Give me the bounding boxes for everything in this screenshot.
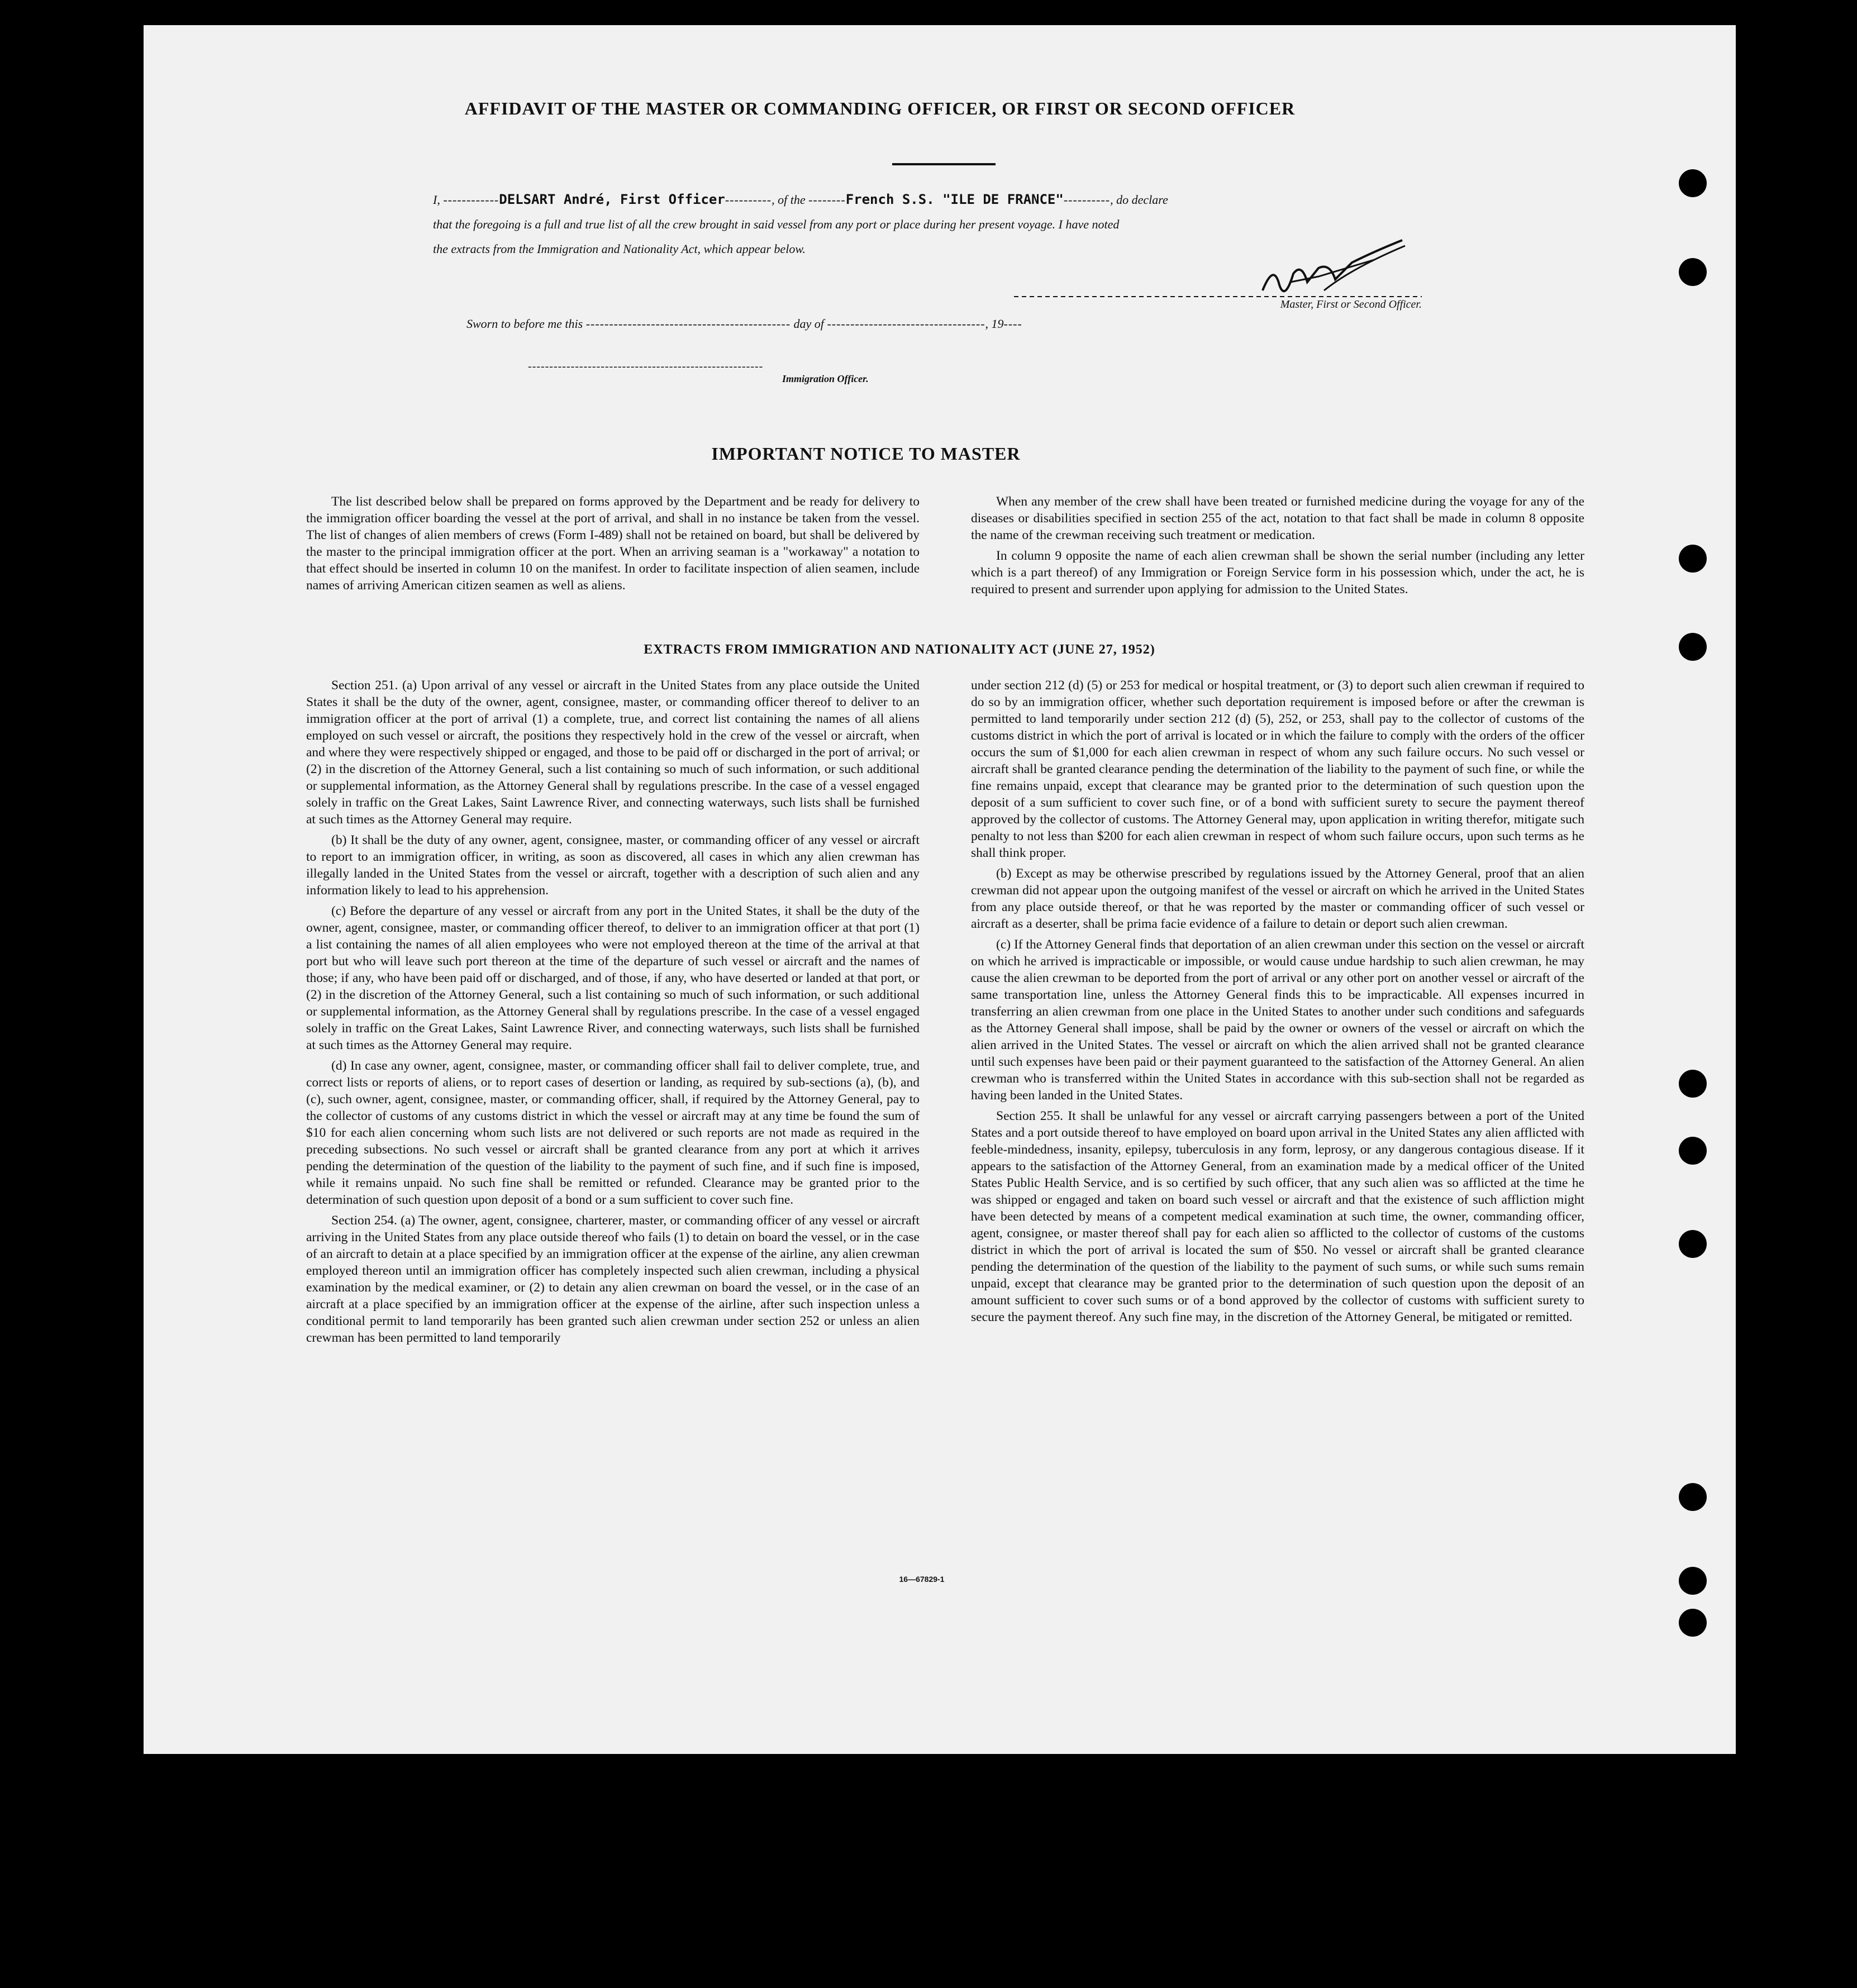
section-251-b: (b) It shall be the duty of any owner, agent, consignee, master, or commanding officer of any vessel or aircraft to report to an immigration officer, in writing, as soon as discovered, all cases in which any alien crewman has illegally landed in the United States from the vessel or aircraft, together with a description of such alien and any information likely to lead to his apprehension. <box>306 833 920 898</box>
sworn-line: Sworn to before me this -------------------------------------------- day of ----------------------------------, 19---- <box>466 317 1022 331</box>
signature-caption: Master, First or Second Officer. <box>1280 298 1422 311</box>
punch-hole <box>1679 1070 1707 1098</box>
punch-hole <box>1679 1137 1707 1165</box>
sworn-text: Sworn to before me this <box>466 317 583 331</box>
notice-right-column <box>971 493 1584 602</box>
handwritten-signature <box>1240 229 1408 307</box>
extracts-left-column <box>306 677 920 1350</box>
do-declare-text: , do declare <box>1110 193 1168 207</box>
notice-left-paragraph: The list described below shall be prepared on forms approved by the Department and be ready for delivery to the immigration officer boarding the vessel at the port of arrival, and shall in no instance be taken from the vessel. The list of changes of alien members of crews (Form I-489) shall not be retained on board, but shall be delivered by the master to the principal immigration officer at the port. When an arriving seaman is a "workaway" a notation to that effect should be inserted in column 10 on the manifest. In order to facilitate inspection of alien seamen, include names of arriving American citizen seamen as well as aliens. <box>306 494 920 593</box>
notice-right-paragraph-1: When any member of the crew shall have been treated or furnished medicine during the voyage for any of the diseases or disabilities specified in section 255 of the act, notation to that fact shall be made in column 8 opposite the name of the crewman receiving such treatment or medication. <box>971 494 1584 542</box>
vessel-name: French S.S. "ILE DE FRANCE" <box>845 192 1064 207</box>
of-the-text: , of the <box>772 193 806 207</box>
declaration-line-2: that the foregoing is a full and true list of all the crew brought in said vessel from any port or place during her present voyage. I have noted <box>433 217 1120 231</box>
notice-right-paragraph-2: In column 9 opposite the name of each alien crewman shall be shown the serial number (including any letter which is a part thereof) of any Immigration or Foreign Service form in his possession which, under the act, he is required to present and surrender upon applying for admission to the United States. <box>971 549 1584 597</box>
declaration-line-1: I, ------------DELSART André, First Officer----------, of the --------French S.S. "ILE DE FRANCE"----------, do declare <box>433 192 1168 207</box>
notice-title: IMPORTANT NOTICE TO MASTER <box>711 444 1021 464</box>
notice-left-column <box>306 493 920 598</box>
punch-hole <box>1679 1483 1707 1511</box>
title-underline <box>892 163 996 165</box>
punch-hole <box>1679 1609 1707 1637</box>
officer-name: DELSART André, First Officer <box>499 192 725 207</box>
signature-rule <box>1014 296 1422 297</box>
section-251-c: (c) Before the departure of any vessel or aircraft from any port in the United States, it shall be the duty of the owner, agent, consignee, master, or commanding officer thereof, to deliver to an immigration officer at that port (1) a list containing the names of all alien employees who were not employed thereon at the time of the arrival at that port but who will leave such port thereon at the time of the departure of such vessel or aircraft and the names of those; if any, who have been paid off or discharged, and of those, if any, who have deserted or landed at that port, or (2) in the discretion of the Attorney General, such a list containing so much of such information, or such additional or supplemental information, as the Attorney General shall by regulations prescribe. In the case of a vessel engaged solely in traffic on the Great Lakes, Saint Lawrence River, and connecting waterways, such lists shall be furnished at such times as the Attorney General may require. <box>306 904 920 1052</box>
punch-hole <box>1679 545 1707 573</box>
section-254-c: (c) If the Attorney General finds that deportation of an alien crewman under this section on the vessel or aircraft on which he arrived is impracticable or impossible, or would cause undue hardship to such alien crewman, he may cause the alien crewman to be deported from the port of arrival or any other port on another vessel or aircraft of the same transportation line, unless the Attorney General finds this to be impracticable. All expenses incurred in transferring an alien crewman from one place in the United States to another under such conditions and safeguards as the Attorney General shall impose, shall be paid by the owner or owners of the vessel or aircraft on which the alien arrived in the United States. The vessel or aircraft on which the alien arrived shall not be granted clearance until such expenses have been paid or their payment guaranteed to the satisfaction of the Attorney General. An alien crewman who is transferred within the United States in accordance with this sub-section shall not be regarded as having been landed in the United States. <box>971 937 1584 1103</box>
immigration-officer-block: ------------------------------------------------------- Immigration Officer. <box>528 360 919 385</box>
section-251-a: Section 251. (a) Upon arrival of any vessel or aircraft in the United States from any place outside the United States it shall be the duty of the owner, agent, consignee, master, or commanding officer thereof to deliver to an immigration officer at the port of arrival (1) a complete, true, and correct list containing the names of all aliens employed on such vessel or aircraft, the positions they respectively hold in the crew of the vessel or aircraft, when and where they were respectively shipped or engaged, and those to be paid off or discharged in the port of arrival; or (2) in the discretion of the Attorney General, such a list containing so much of such information, or such additional or supplemental information, as the Attorney General shall by regulations prescribe. In the case of a vessel engaged solely in traffic on the Great Lakes, Saint Lawrence River, and connecting waterways, such lists shall be furnished at such times as the Attorney General may require. <box>306 678 920 827</box>
section-255: Section 255. It shall be unlawful for any vessel or aircraft carrying passengers between a port of the United States and a port outside thereof to have employed on board upon arrival in the United States any alien afflicted with feeble-mindedness, insanity, epilepsy, tuberculosis in any form, leprosy, or any dangerous contagious disease. If it appears to the satisfaction of the Attorney General, from an examination made by a medical officer of the United States Public Health Service, and is so certified by such officer, that any such alien was so afflicted at the time he was shipped or engaged and taken on board such vessel or aircraft and that the existence of such affliction might have been detected by means of a competent medical examination at such time, the owner, commanding officer, agent, consignee, or master thereof shall pay for each alien so afflicted to the collector of customs of the customs district in which the port of arrival is located the sum of $50. No vessel or aircraft shall be granted clearance pending the determination of the question of the liability to the payment of such sums, or while such sums remain unpaid, except that clearance may be granted prior to the determination of such question upon the deposit of an amount sufficient to cover such sums or of a bond approved by the collector of customs with sufficient surety to secure the payment thereof. Any such fine may, in the discretion of the Attorney General, be mitigated or remitted. <box>971 1109 1584 1324</box>
declaration-line-3: the extracts from the Immigration and Nationality Act, which appear below. <box>433 242 806 256</box>
document-title: AFFIDAVIT OF THE MASTER OR COMMANDING OFFICER, OR FIRST OR SECOND OFFICER <box>464 98 1296 118</box>
section-251-d: (d) In case any owner, agent, consignee, master, or commanding officer shall fail to deliver complete, true, and correct lists or reports of aliens, or to report cases of desertion or landing, as required by sub-sections (a), (b), and (c), such owner, agent, consignee, master, or commanding officer, shall, if required by the Attorney General, pay to the collector of customs of any customs district in which the vessel or aircraft may at any time be found the sum of $10 for each alien concerning whom such lists are not delivered or such reports are not made as required in the preceding subsections. No such vessel or aircraft shall be granted clearance from any port at which it arrives pending the determination of the question of the liability to the payment of such fine, and if such fine is imposed, while it remains unpaid. No such fine shall be remitted or refunded. Clearance may be granted prior to the determination of such question upon deposit of a bond or a sum sufficient to cover such fine. <box>306 1059 920 1207</box>
extracts-title: EXTRACTS FROM IMMIGRATION AND NATIONALITY ACT (JUNE 27, 1952) <box>644 642 1155 657</box>
extracts-right-column <box>971 677 1584 1329</box>
section-254-b: (b) Except as may be otherwise prescribed by regulations issued by the Attorney General, proof that an alien crewman did not appear upon the outgoing manifest of the vessel or aircraft on which he arrived in the United States from any place outside thereof, or that he was reported by the master or commanding officer of such vessel or aircraft as a deserter, shall be prima facie evidence of a failure to detain or deport such alien crewman. <box>971 866 1584 931</box>
punch-hole <box>1679 1230 1707 1258</box>
form-number: 16—67829-1 <box>899 1575 945 1584</box>
punch-hole <box>1679 633 1707 661</box>
section-254-a: Section 254. (a) The owner, agent, consignee, charterer, master, or commanding officer of any vessel or aircraft arriving in the United States from any place outside thereof who fails (1) to detain on board the vessel, or in the case of an aircraft to detain at a place specified by an immigration officer at the expense of the airline, any alien crewman employed thereon until an immigration officer has completely inspected such alien crewman, including a physical examination by the medical examiner, or (2) to detain any alien crewman on board the vessel, or in the case of an aircraft at a place specified by an immigration officer at the expense of the airline, after such inspection unless a conditional permit to land temporarily has been granted such alien crewman under section 252 or unless an alien crewman has been permitted to land temporarily <box>306 1213 920 1345</box>
punch-hole <box>1679 258 1707 286</box>
year-prefix: , 19 <box>985 317 1004 331</box>
section-254-a-cont: under section 212 (d) (5) or 253 for medical or hospital treatment, or (3) to deport such alien crewman if required to do so by an immigration officer, whether such deportation requirement is imposed before or after the crewman is permitted to land temporarily under section 212 (d) (5), 252, or 253, shall pay to the collector of customs of the customs district in which the port of arrival is located or in which the failure to comply with the orders of the officer occurs the sum of $1,000 for each alien crewman in respect of whom any such failure occurs. No such vessel or aircraft shall be granted clearance pending the determination of the liability to the payment of such fine, or while the fine remains unpaid, except that clearance may be granted prior to the determination of such question upon the deposit of a sum sufficient to cover such fine, or of a bond with sufficient surety to secure the payment thereof approved by the collector of customs. The Attorney General may, upon application in writing therefor, mitigate such penalty to not less than $200 for each alien crewman in respect of whom such failure occurs, upon such terms as he shall think proper. <box>971 678 1584 860</box>
punch-hole <box>1679 169 1707 197</box>
punch-hole <box>1679 1567 1707 1595</box>
declaration-prefix: I, <box>433 193 440 207</box>
day-of-text: day of <box>793 317 824 331</box>
immigration-officer-caption: Immigration Officer. <box>782 373 869 384</box>
signature-line <box>1014 296 1422 311</box>
